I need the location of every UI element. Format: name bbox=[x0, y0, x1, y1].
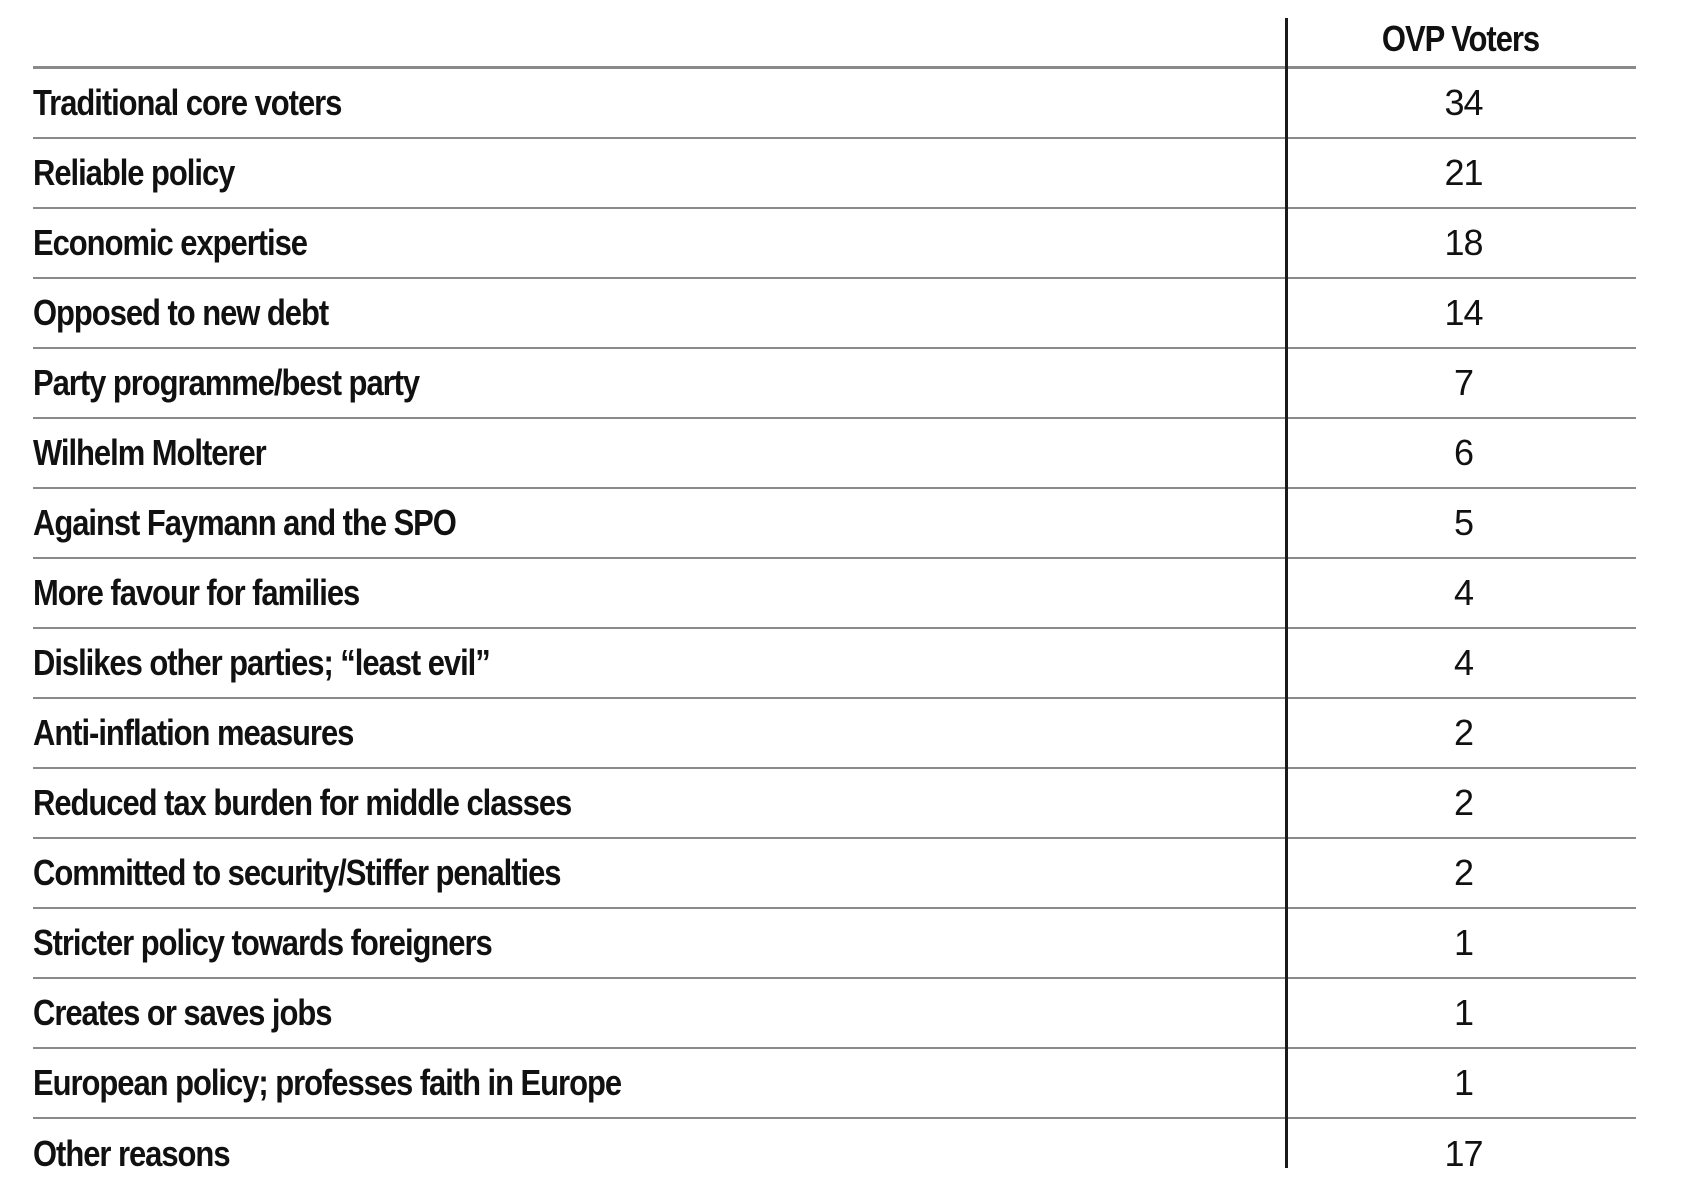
table-row bbox=[33, 279, 1636, 349]
table-row bbox=[33, 979, 1636, 1049]
row-value: 14 bbox=[1444, 292, 1483, 333]
row-value: 1 bbox=[1453, 992, 1474, 1033]
table-row bbox=[33, 769, 1636, 839]
row-value: 2 bbox=[1453, 712, 1474, 753]
row-label: More favour for families bbox=[33, 572, 360, 613]
header-row bbox=[33, 18, 1636, 69]
row-value: 18 bbox=[1444, 222, 1483, 263]
row-value: 4 bbox=[1453, 642, 1474, 683]
row-label: Committed to security/Stiffer penalties bbox=[33, 852, 561, 893]
row-value: 17 bbox=[1444, 1133, 1483, 1174]
row-label: Against Faymann and the SPO bbox=[33, 502, 456, 543]
table-row bbox=[33, 559, 1636, 629]
row-label: European policy; professes faith in Europe bbox=[33, 1062, 622, 1103]
table-row bbox=[33, 489, 1636, 559]
table-body bbox=[33, 69, 1636, 1189]
row-label: Anti-inflation measures bbox=[33, 712, 354, 753]
row-value: 2 bbox=[1453, 782, 1474, 823]
table-row bbox=[33, 349, 1636, 419]
table-row bbox=[33, 629, 1636, 699]
row-label: Reliable policy bbox=[33, 152, 235, 193]
row-label: Wilhelm Molterer bbox=[33, 432, 266, 473]
table-row bbox=[33, 909, 1636, 979]
row-label: Creates or saves jobs bbox=[33, 992, 332, 1033]
row-label: Party programme/best party bbox=[33, 362, 420, 403]
table-row bbox=[33, 419, 1636, 489]
row-label: Reduced tax burden for middle classes bbox=[33, 782, 572, 823]
column-divider bbox=[1285, 18, 1288, 1168]
row-label: Stricter policy towards foreigners bbox=[33, 922, 492, 963]
row-label: Dislikes other parties; “least evil” bbox=[33, 642, 490, 683]
table-row bbox=[33, 69, 1636, 139]
row-value: 6 bbox=[1453, 432, 1474, 473]
table-row bbox=[33, 839, 1636, 909]
table-row bbox=[33, 699, 1636, 769]
row-label: Traditional core voters bbox=[33, 82, 342, 123]
row-label: Opposed to new debt bbox=[33, 292, 329, 333]
row-value: 34 bbox=[1444, 82, 1483, 123]
table-row bbox=[33, 1049, 1636, 1119]
table-row bbox=[33, 139, 1636, 209]
table-row bbox=[33, 209, 1636, 279]
row-value: 1 bbox=[1453, 1062, 1474, 1103]
table-row bbox=[33, 1119, 1636, 1189]
row-value: 7 bbox=[1453, 362, 1474, 403]
voter-reasons-table bbox=[33, 18, 1636, 1189]
row-value: 21 bbox=[1444, 152, 1483, 193]
row-label: Other reasons bbox=[33, 1133, 230, 1174]
column-header: OVP Voters bbox=[1381, 18, 1540, 59]
row-value: 4 bbox=[1453, 572, 1474, 613]
row-value: 2 bbox=[1453, 852, 1474, 893]
row-label: Economic expertise bbox=[33, 222, 307, 263]
row-value: 5 bbox=[1453, 502, 1474, 543]
row-value: 1 bbox=[1453, 922, 1474, 963]
